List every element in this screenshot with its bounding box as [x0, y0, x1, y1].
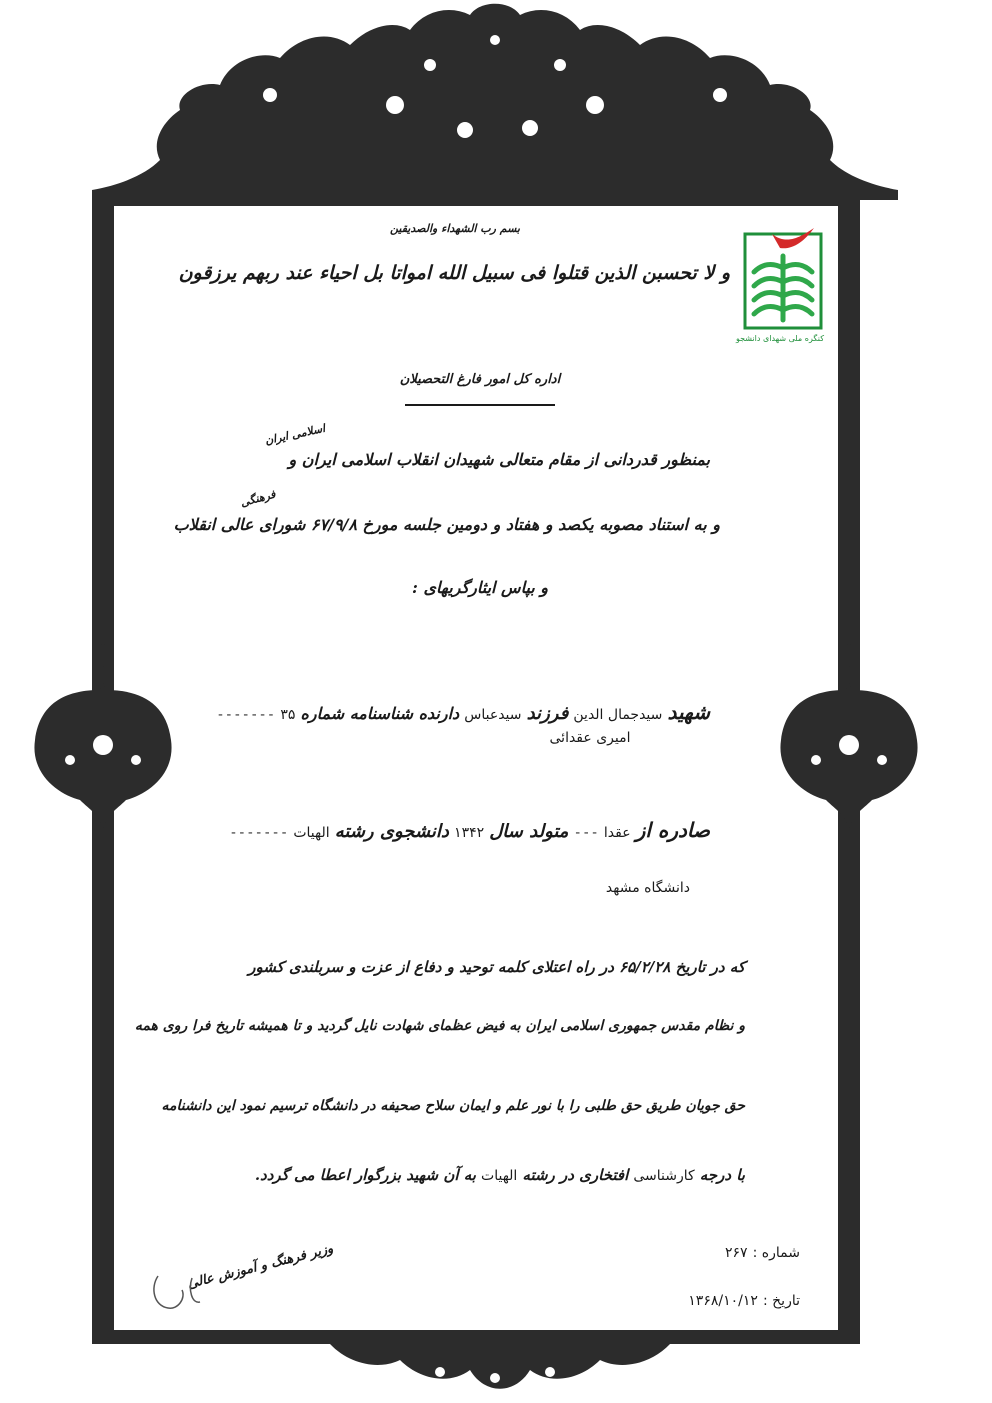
label-born: متولد سال	[489, 821, 569, 842]
university: دانشگاه مشهد	[605, 880, 690, 896]
intro-line-1-note: اسلامی ایران	[263, 421, 327, 448]
bismillah: بسم رب الشهداء والصدیقین	[390, 222, 520, 235]
document-number	[620, 1242, 800, 1261]
label-degree: با درجه	[699, 1166, 745, 1184]
document-date	[580, 1290, 800, 1309]
intro-line-3: و بپاس ایثارگریهای :	[411, 578, 549, 597]
degree: کارشناسی	[633, 1168, 695, 1184]
body-line-4	[215, 1165, 745, 1184]
logo-caption: کنگره ملی شهدای دانشجو	[736, 334, 824, 343]
office-underline	[405, 404, 555, 406]
intro-line-2-note: فرهنگی	[239, 487, 277, 510]
father-name: سیدعباس	[464, 707, 522, 723]
minister-title: وزیر فرهنگ و آموزش عالی	[186, 1241, 335, 1293]
quran-verse: و لا تحسبن الذین قتلوا فی سبیل الله امواتا بل احیاء عند ربهم یرزقون	[178, 262, 730, 284]
top-crest	[92, 4, 898, 200]
bottom-border	[92, 1330, 860, 1344]
body-line-1: که در تاریخ ۶۵/۲/۲۸ در راه اعتلای کلمه توحید و دفاع از عزت و سربلندی کشور	[248, 958, 745, 976]
label-son: فرزند	[526, 703, 569, 724]
field-of-study: الهیات	[293, 825, 330, 841]
id-number: ۳۵	[280, 707, 296, 723]
field-of-study-2: الهیات	[481, 1168, 518, 1184]
issued-place: عقدا	[603, 825, 631, 841]
label-honorary-field: افتخاری در رشته	[522, 1166, 629, 1184]
bottom-crest	[330, 1344, 670, 1389]
martyr-line: شهید سیدجمال الدین فرزند سیدعباس دارنده شناسنامه شماره ۳۵ -------	[216, 700, 710, 724]
martyr-name: سیدجمال الدین	[573, 707, 663, 723]
label-field: دانشجوی رشته	[334, 821, 449, 842]
label-martyr: شهید	[667, 700, 710, 724]
birth-year: ۱۳۴۲	[454, 825, 485, 841]
label-id: دارنده شناسنامه شماره	[300, 704, 460, 723]
logo-emblem	[742, 226, 824, 330]
office-title: اداره کل امور فارغ التحصیلان	[399, 372, 561, 387]
congress-logo	[736, 226, 824, 346]
number-label: شماره :	[752, 1245, 800, 1261]
conferred-text: به آن شهید بزرگوار اعطا می گردد.	[254, 1166, 476, 1184]
top-border	[92, 192, 860, 206]
birth-line: صادره از عقدا --- متولد سال ۱۳۴۲ دانشجوی رشته الهیات -------	[229, 818, 710, 842]
intro-line-1: بمنظور قدردانی از مقام متعالی شهیدان انقلاب اسلامی ایران و	[288, 450, 710, 469]
body-line-3: حق جویان طریق حق طلبی را با نور علم و ایمان سلاح صحیفه در دانشگاه ترسیم نمود این دانشنامه	[161, 1098, 745, 1114]
martyr-surname: امیری عقدائی	[549, 730, 631, 746]
date-label: تاریخ :	[762, 1293, 800, 1309]
label-issued: صادره از	[635, 818, 710, 842]
minister-signature	[148, 1268, 208, 1318]
intro-line-2: و به استناد مصوبه یکصد و هفتاد و دومین جلسه مورخ ۶۷/۹/۸ شورای عالی انقلاب	[173, 515, 720, 534]
date-value: ۱۳۶۸/۱۰/۱۲	[688, 1293, 758, 1309]
body-line-2: و نظام مقدس جمهوری اسلامی ایران به فیض عظمای شهادت نایل گردید و تا همیشه تاریخ فرا روی همه	[134, 1018, 745, 1034]
number-value: ۲۶۷	[724, 1245, 748, 1261]
